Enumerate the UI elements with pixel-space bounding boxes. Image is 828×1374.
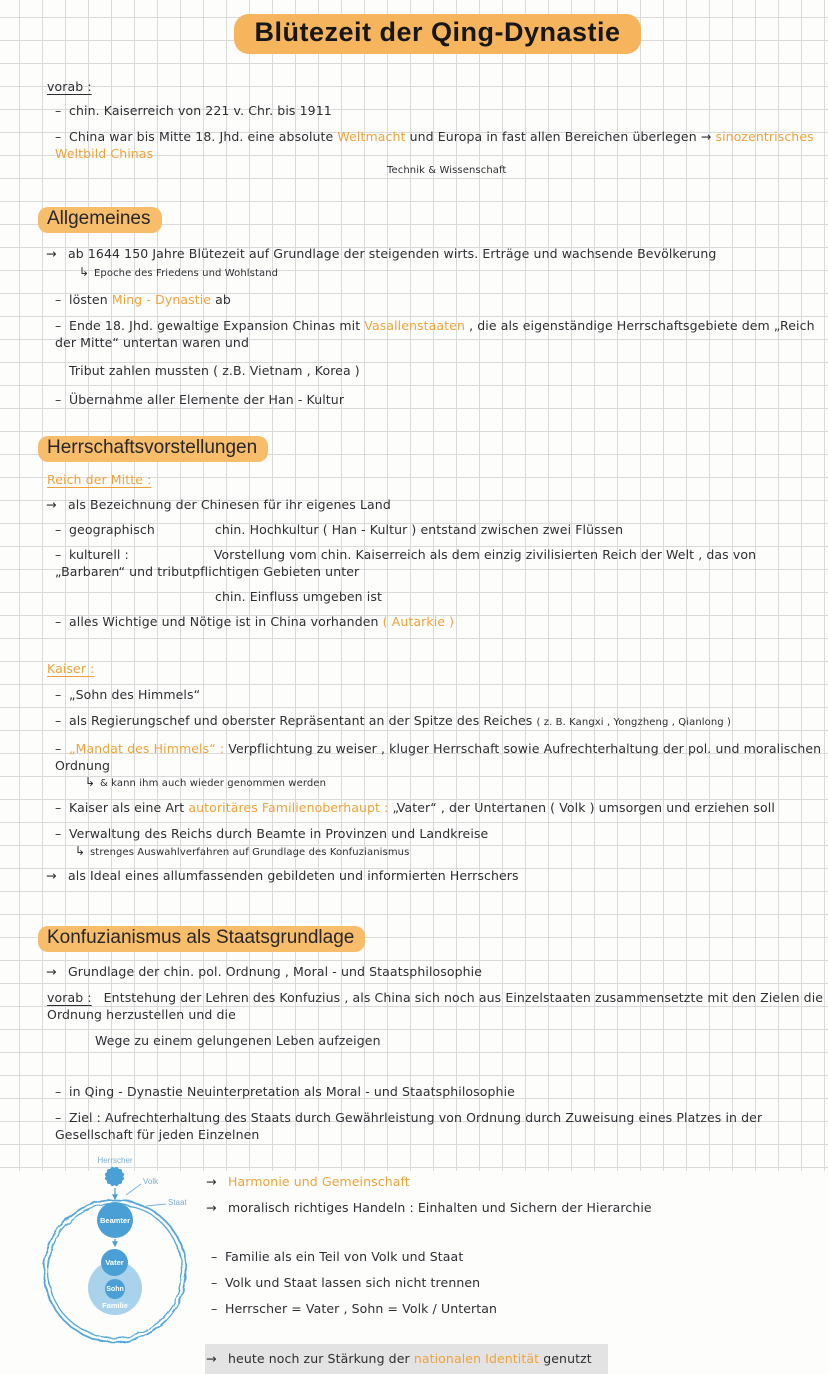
hook-marker: ↳ xyxy=(79,265,90,279)
note-line xyxy=(47,164,828,177)
diagram-node-vater: Vater xyxy=(101,1249,128,1276)
text-segment: Verpflichtung zu weiser , kluger Herrschaft sowie Aufrechterhaltung der pol. und moralischen Ordnung xyxy=(55,741,822,773)
note-line xyxy=(47,291,828,308)
note-line xyxy=(47,1109,828,1143)
text-segment: Kaiser : xyxy=(47,661,95,676)
text-segment: Weltmacht xyxy=(337,129,406,144)
note-line xyxy=(207,1199,828,1216)
subheading-kaiser xyxy=(47,660,828,677)
note-line xyxy=(47,1032,828,1049)
note-line xyxy=(47,521,828,538)
section-heading: Allgemeines xyxy=(38,207,162,233)
text-segment: chin. Hochkultur ( Han - Kultur ) entstand zwischen zwei Flüssen xyxy=(214,522,624,537)
bottom-notes xyxy=(205,1157,828,1374)
text-segment: kulturell : xyxy=(69,547,129,562)
note-line xyxy=(47,588,828,605)
text-segment: Volk und Staat lassen sich nicht trennen xyxy=(225,1275,481,1290)
notes-section xyxy=(47,926,828,1143)
arrow-marker: → xyxy=(46,497,57,512)
title-row xyxy=(47,14,828,54)
text-segment: alles Wichtige und Nötige ist in China vorhanden xyxy=(69,614,383,629)
note-line xyxy=(47,546,828,580)
dash-marker: – xyxy=(55,1084,62,1099)
text-segment: vorab : xyxy=(47,990,92,1005)
note-line xyxy=(47,391,828,408)
note-line xyxy=(47,712,828,731)
sun-icon xyxy=(107,1169,122,1184)
hook-marker: ↳ xyxy=(75,844,86,858)
text-segment: nationalen Identität xyxy=(413,1351,540,1366)
arrow-marker: → xyxy=(206,1200,217,1215)
arrow-marker: → xyxy=(46,964,57,979)
dash-marker: – xyxy=(55,800,62,815)
text-segment: Ming - Dynastie xyxy=(111,292,212,307)
text-segment: autoritäres Familienoberhaupt : xyxy=(188,800,389,815)
text-segment: sinozentrisches Weltbild Chinas xyxy=(55,129,814,161)
sections xyxy=(47,78,828,1143)
dash-marker: – xyxy=(55,713,62,728)
text-segment: Verwaltung des Reichs durch Beamte in Provinzen und Landkreise xyxy=(69,826,489,841)
arrow-marker: → xyxy=(46,246,57,261)
text-segment: Herrscher = Vater , Sohn = Volk / Untertan xyxy=(225,1301,498,1316)
text-segment: Epoche des Friedens und Wohlstand xyxy=(94,268,279,279)
text-segment: als Ideal eines allumfassenden gebildeten und informierten Herrschers xyxy=(68,868,519,883)
diagram-node-sohn: Sohn xyxy=(105,1279,125,1299)
text-segment: chin. Kaiserreich von 221 v. Chr. bis 1911 xyxy=(69,103,332,118)
dash-marker: – xyxy=(55,547,62,562)
label-vorab xyxy=(47,78,828,95)
note-line xyxy=(207,1300,828,1317)
note-line xyxy=(47,128,828,162)
text-segment: , die als eigenständige Herrschaftsgebiete dem „Reich der Mitte“ untertan waren und xyxy=(55,318,815,350)
diagram-label-staat: Staat xyxy=(168,1198,187,1207)
text-segment: Vasallenstaaten xyxy=(364,318,465,333)
text-segment: und Europa in fast allen Bereichen überlegen → xyxy=(405,129,716,144)
note-line xyxy=(47,740,828,774)
note-line xyxy=(207,1274,828,1291)
note-line xyxy=(47,963,828,980)
section-heading: Herrschaftsvorstellungen xyxy=(38,436,268,462)
text-segment: in Qing - Dynastie Neuinterpretation als Moral - und Staatsphilosophie xyxy=(69,1084,515,1099)
arrow-marker: → xyxy=(206,1174,217,1189)
text-segment: genutzt xyxy=(539,1351,592,1366)
text-segment: Ziel : Aufrechterhaltung des Staats durch Gewährleistung von Ordnung durch Zuweisung eines Platzes in der Gesellschaft für jeden Einzelnen xyxy=(55,1110,763,1142)
note-line xyxy=(47,867,828,884)
notes-section xyxy=(47,436,828,884)
text-segment: Kaiser als eine Art xyxy=(69,800,189,815)
note-line xyxy=(47,776,828,790)
page-title: Blütezeit der Qing-Dynastie xyxy=(234,14,640,54)
notes-section xyxy=(47,207,828,408)
text-segment: Entstehung der Lehren des Konfuzius , als China sich noch aus Einzelstaaten zusammensetzte mit den Zielen die Ordnung herzustellen und die xyxy=(47,990,824,1022)
text-segment: moralisch richtiges Handeln : Einhalten und Sichern der Hierarchie xyxy=(228,1200,652,1215)
text-segment: Übernahme aller Elemente der Han - Kultur xyxy=(69,392,345,407)
bottom-section xyxy=(47,1157,828,1374)
note-line xyxy=(47,686,828,703)
notes-section xyxy=(47,78,828,177)
text-segment: als Bezeichnung der Chinesen für ihr eigenes Land xyxy=(68,497,391,512)
text-segment: lösten xyxy=(69,292,112,307)
hook-marker: ↳ xyxy=(85,775,96,789)
dash-marker: – xyxy=(55,687,62,702)
confucian-order-diagram xyxy=(45,1157,205,1362)
text-segment: Ende 18. Jhd. gewaltige Expansion Chinas mit xyxy=(69,318,365,333)
diagram-node-beamter: Beamter xyxy=(97,1202,133,1238)
text-segment: Familie als ein Teil von Volk und Staat xyxy=(225,1249,464,1264)
text-segment: Vorstellung vom chin. Kaiserreich als dem einzig zivilisierten Reich der Welt , das von „Barbaren“ und tributpflichtigen Gebieten unter xyxy=(55,547,757,579)
text-segment: geographisch xyxy=(69,522,155,537)
dash-marker: – xyxy=(55,614,62,629)
text-segment: ab xyxy=(211,292,231,307)
section-heading: Konfuzianismus als Staatsgrundlage xyxy=(38,926,365,952)
text-segment: Harmonie und Gemeinschaft xyxy=(228,1174,410,1189)
dash-marker: – xyxy=(55,1110,62,1125)
note-line xyxy=(47,613,828,630)
note-line xyxy=(47,266,828,280)
note-line xyxy=(47,102,828,119)
arrow-marker: → xyxy=(206,1351,217,1366)
text-segment: vorab : xyxy=(47,79,92,94)
relation-arrow-icon: ↕ xyxy=(111,1269,118,1278)
diagram-label-volk: Volk xyxy=(143,1177,159,1186)
note-line xyxy=(47,799,828,816)
text-segment: ( Autarkie ) xyxy=(382,614,455,629)
dash-marker: – xyxy=(55,826,62,841)
text-segment: ( z. B. Kangxi , Yongzheng , Qianlong ) xyxy=(536,717,732,728)
text-segment: Technik & Wissenschaft xyxy=(387,165,507,176)
dash-marker: – xyxy=(55,741,62,756)
arrow-marker: → xyxy=(46,868,57,883)
text-segment: strenges Auswahlverfahren auf Grundlage des Konfuzianismus xyxy=(90,847,410,858)
text-segment: Tribut zahlen mussten ( z.B. Vietnam , Korea ) xyxy=(69,363,360,378)
dash-marker: – xyxy=(55,129,62,144)
text-segment: „Sohn des Himmels“ xyxy=(69,687,201,702)
note-line xyxy=(47,245,828,262)
note-line xyxy=(47,845,828,859)
note-line xyxy=(47,362,828,379)
dash-marker: – xyxy=(55,292,62,307)
dash-marker: – xyxy=(55,392,62,407)
note-line xyxy=(47,317,828,351)
dash-marker: – xyxy=(211,1301,218,1316)
text-segment: China war bis Mitte 18. Jhd. eine absolute xyxy=(69,129,338,144)
subheading-reich-der-mitte xyxy=(47,471,828,488)
diagram-label-herrscher: Herrscher xyxy=(97,1156,133,1165)
note-line xyxy=(47,496,828,513)
text-segment: Reich der Mitte : xyxy=(47,472,152,487)
dash-marker: – xyxy=(55,522,62,537)
text-segment: chin. Einfluss umgeben ist xyxy=(215,589,382,604)
note-line xyxy=(47,825,828,842)
text-segment: „Vater“ , der Untertanen ( Volk ) umsorgen und erziehen soll xyxy=(388,800,775,815)
text-segment: Wege zu einem gelungenen Leben aufzeigen xyxy=(95,1033,381,1048)
diagram-label-familie: Familie xyxy=(102,1301,128,1310)
note-line xyxy=(207,1173,828,1190)
dash-marker: – xyxy=(211,1249,218,1264)
note-line-highlighted xyxy=(205,1344,608,1374)
text-segment: & kann ihm auch wieder genommen werden xyxy=(100,778,327,789)
text-segment: „Mandat des Himmels“ : xyxy=(69,741,225,756)
note-line xyxy=(207,1248,828,1265)
text-segment: Grundlage der chin. pol. Ordnung , Moral - und Staatsphilosophie xyxy=(68,964,483,979)
note-line xyxy=(47,989,828,1023)
dash-marker: – xyxy=(55,318,62,333)
text-segment: als Regierungschef und oberster Repräsentant an der Spitze des Reiches xyxy=(69,713,537,728)
dash-marker: – xyxy=(55,103,62,118)
dash-marker: – xyxy=(211,1275,218,1290)
note-line xyxy=(47,1083,828,1100)
text-segment: ab 1644 150 Jahre Blütezeit auf Grundlage der steigenden wirts. Erträge und wachsende Bevölkerung xyxy=(68,246,717,261)
text-segment: heute noch zur Stärkung der xyxy=(228,1351,414,1366)
